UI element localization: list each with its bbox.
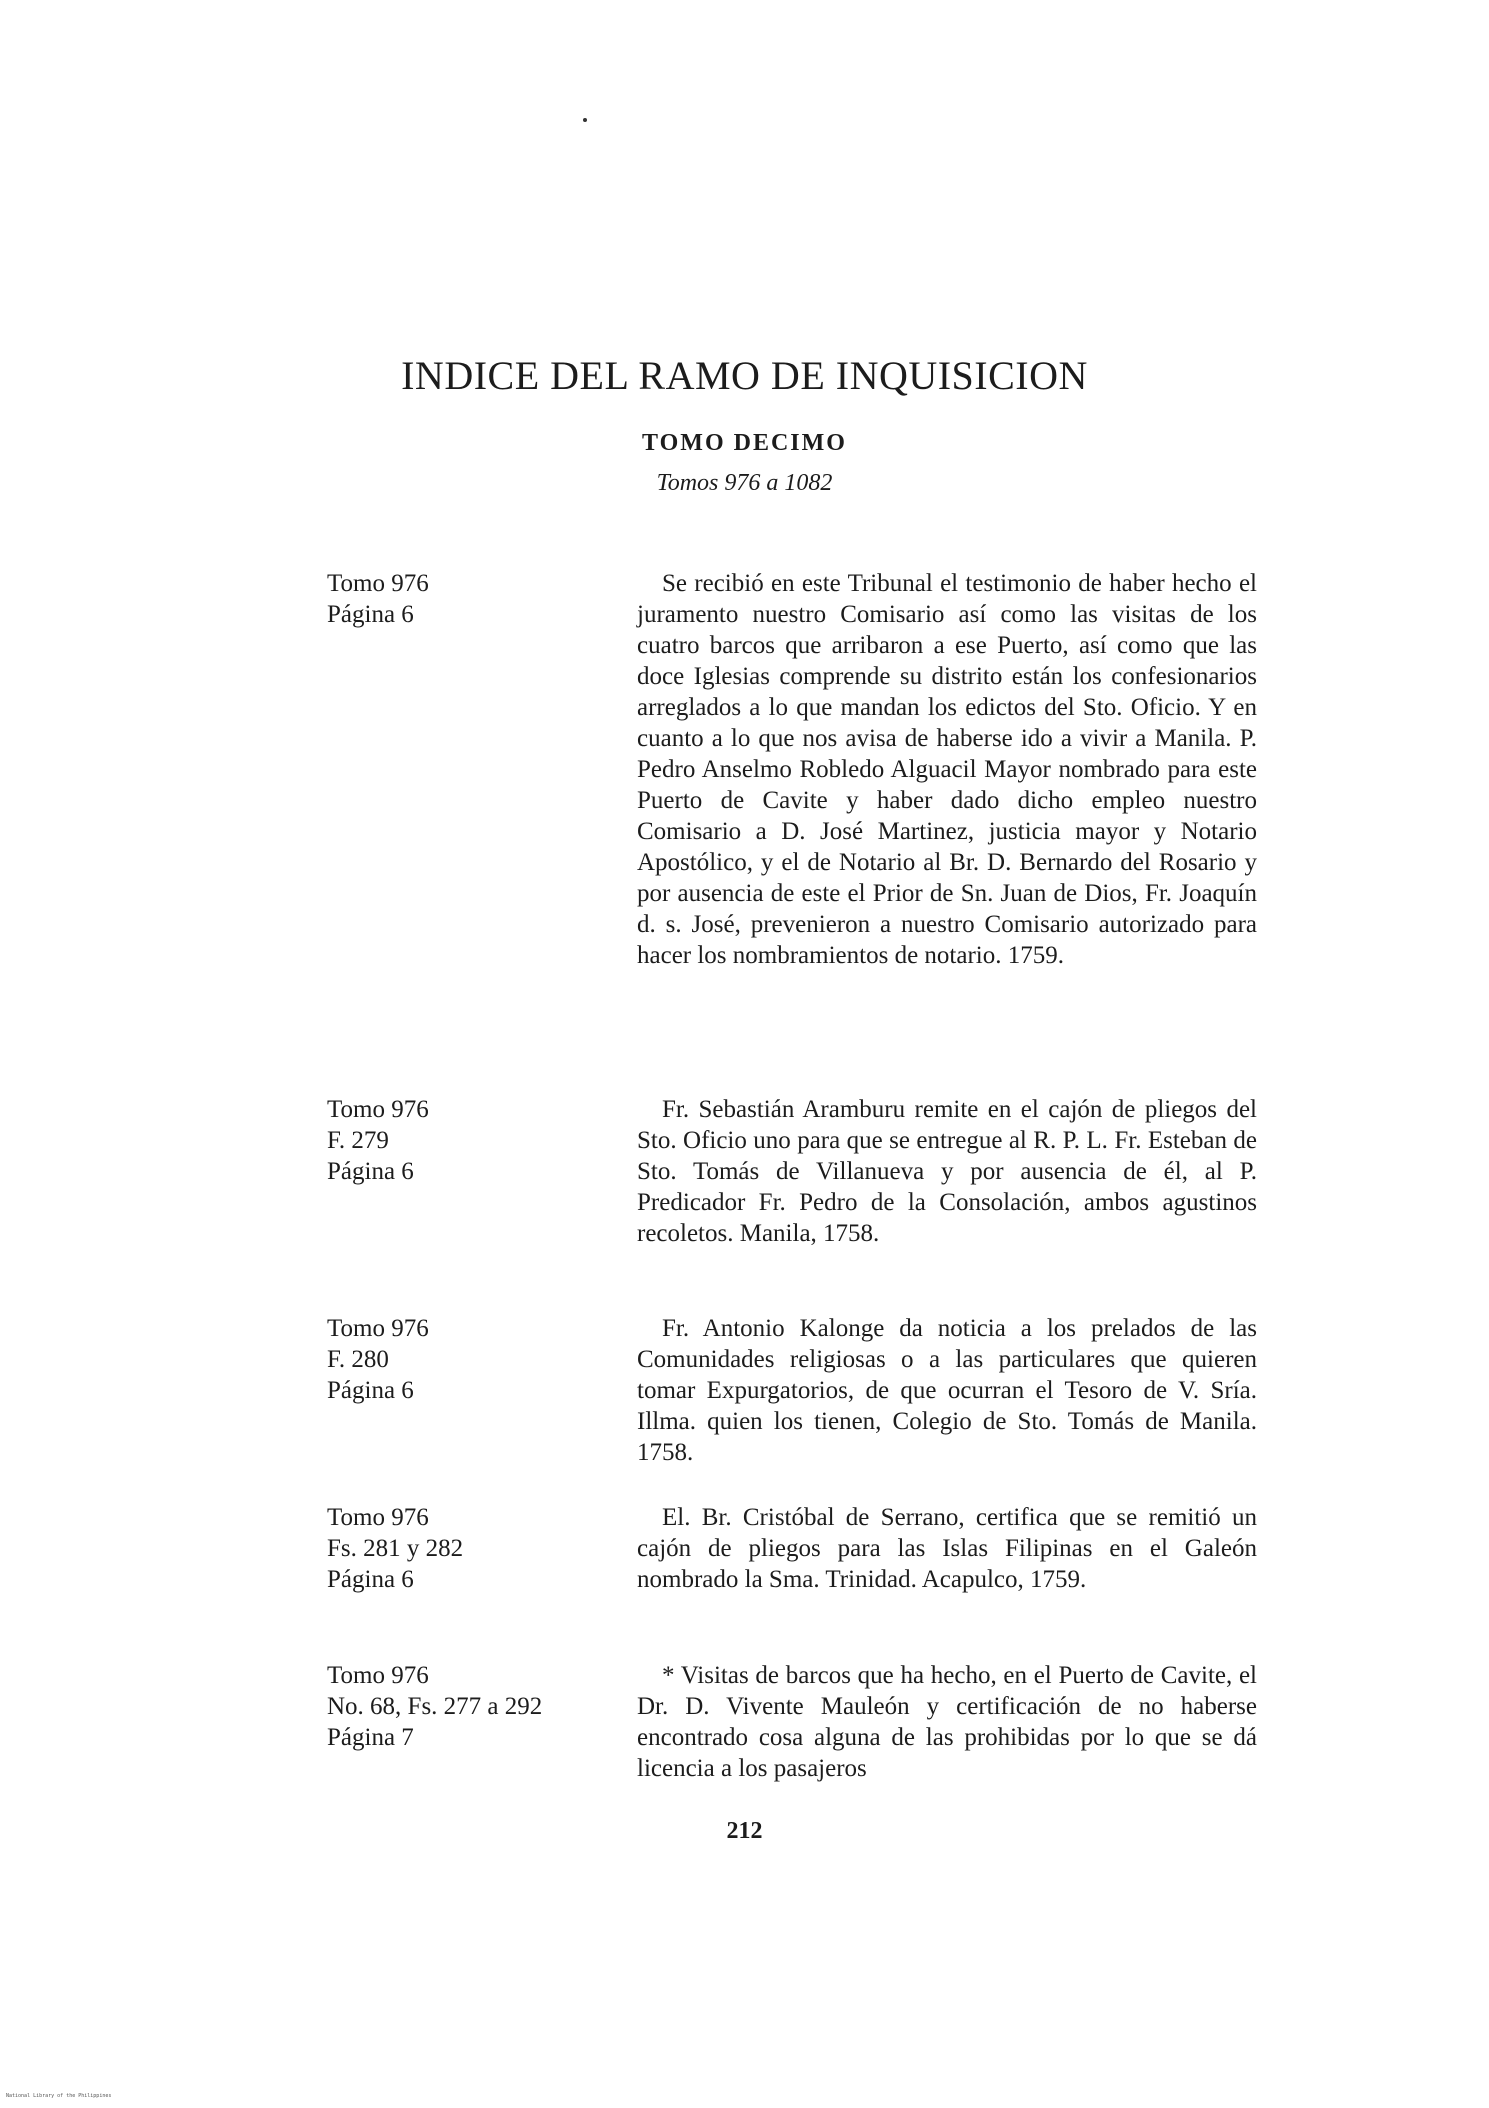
reference-line: F. 280 <box>327 1346 389 1373</box>
entry-reference <box>327 1094 627 1187</box>
reference-line: No. 68, Fs. 277 a 292 <box>327 1693 543 1720</box>
entry-text: * Visitas de barcos que ha hecho, en el Puerto de Cavite, el Dr. D. Vivente Mauleón y certificación de no haberse encontrado cosa alguna de las prohibidas por lo que se dá licencia a los pasajeros <box>637 1662 1257 1782</box>
entry-text: El. Br. Cristóbal de Serrano, certifica que se remitió un cajón de pliegos para las Islas Filipinas en el Galeón nombrado la Sma. Trinidad. Acapulco, 1759. <box>637 1504 1257 1593</box>
entry-text: Fr. Antonio Kalonge da noticia a los prelados de las Comunidades religiosas o a las particulares que quieren tomar Expurgatorios, de que ocurran el Tesoro de V. Sría. Illma. quien los tienen, Colegio de Sto. Tomás de Manila. 1758. <box>637 1315 1257 1466</box>
entry-reference <box>327 1313 627 1406</box>
reference-line: Tomo 976 <box>327 570 429 597</box>
entry-text: Se recibió en este Tribunal el testimonio de haber hecho el juramento nuestro Comisario así como las visitas de los cuatro barcos que arribaron a ese Puerto, así como que las doce Iglesias comprende su distrito están los confesionarios arreglados a lo que mandan los edictos del Sto. Oficio. Y en cuanto a lo que nos avisa de haberse ido a vivir a Manila. P. Pedro Anselmo Robledo Alguacil Mayor nombrado para este Puerto de Cavite y haber dado dicho empleo nuestro Comisario a D. José Martinez, justicia mayor y Notario Apostólico, y el de Notario al Br. D. Bernardo del Rosario y por ausencia de este el Prior de Sn. Juan de Dios, Fr. Joaquín d. s. José, prevenieron a nuestro Comisario autorizado para hacer los nombramientos de notario. 1759. <box>637 570 1257 969</box>
page-number: 212 <box>726 1818 763 1844</box>
page-title: INDICE DEL RAMO DE INQUISICION <box>401 353 1088 398</box>
entry-text: Fr. Sebastián Aramburu remite en el cajón de pliegos del Sto. Oficio uno para que se entregue al R. P. L. Fr. Esteban de Sto. Tomás de Villanueva y por ausencia de él, al P. Predicador Fr. Pedro de la Consolación, ambos agustinos recoletos. Manila, 1758. <box>637 1096 1257 1247</box>
entry-reference <box>327 1660 627 1753</box>
reference-line: Página 7 <box>327 1724 414 1751</box>
reference-line: F. 279 <box>327 1127 389 1154</box>
reference-line: Tomo 976 <box>327 1315 429 1342</box>
entry-reference <box>327 568 627 630</box>
entry-reference <box>327 1502 627 1595</box>
reference-line: Página 6 <box>327 1566 414 1593</box>
reference-line: Tomo 976 <box>327 1662 429 1689</box>
scan-footer-note: National Library of the Philippines <box>6 2093 112 2099</box>
reference-line: Fs. 281 y 282 <box>327 1535 464 1562</box>
reference-line: Página 6 <box>327 601 414 628</box>
reference-line: Página 6 <box>327 1377 414 1404</box>
reference-line: Página 6 <box>327 1158 414 1185</box>
tomos-range: Tomos 976 a 1082 <box>656 470 833 496</box>
reference-line: Tomo 976 <box>327 1096 429 1123</box>
reference-line: Tomo 976 <box>327 1504 429 1531</box>
volume-subtitle: TOMO DECIMO <box>642 430 847 456</box>
scan-speck <box>583 118 587 122</box>
